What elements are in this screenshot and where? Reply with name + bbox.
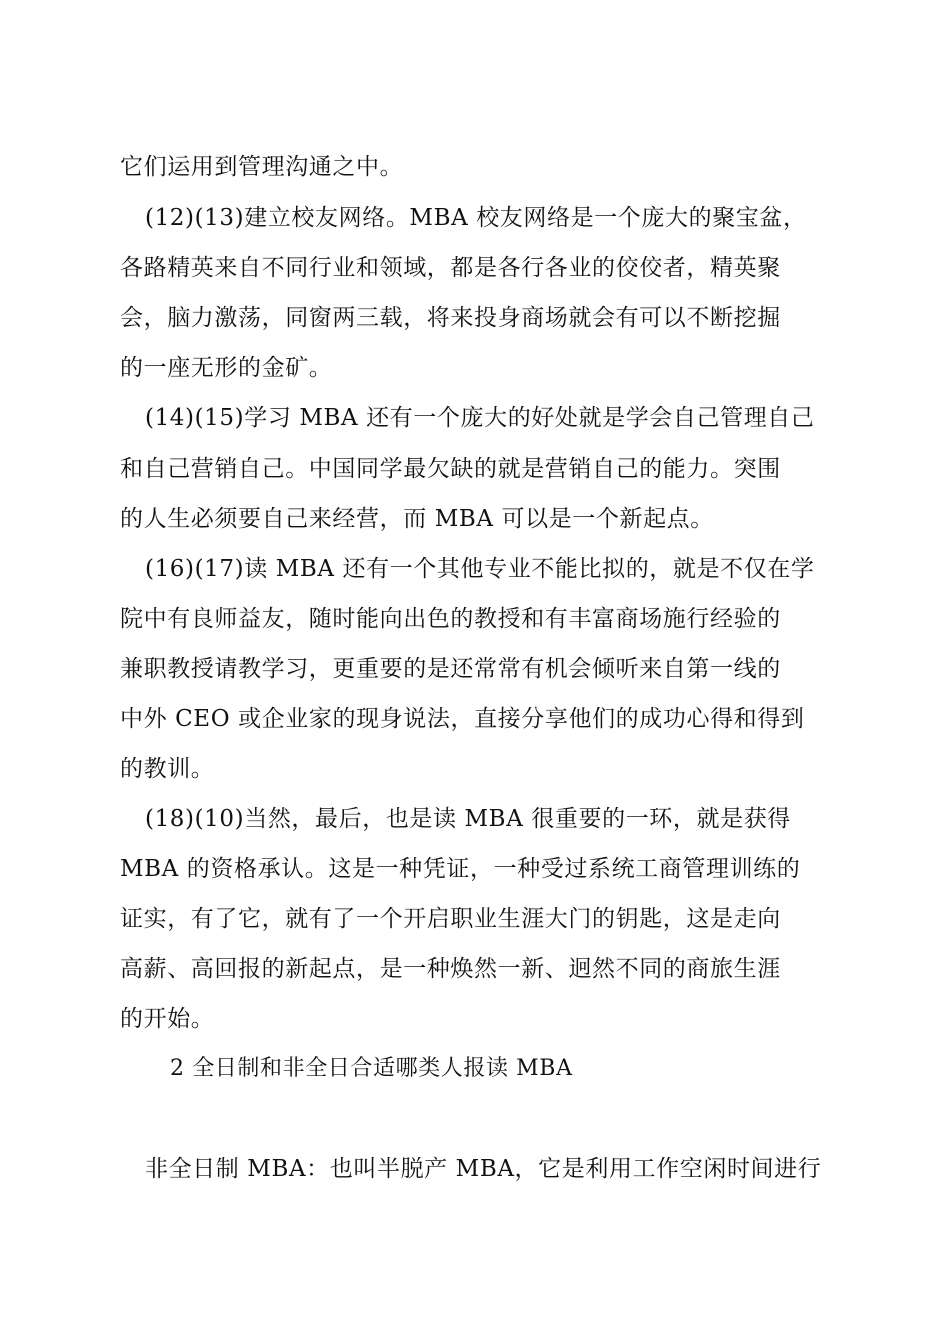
text-line: 非全日制 MBA：也叫半脱产 MBA，它是利用工作空闲时间进行 [145, 1156, 822, 1182]
text-line: 的一座无形的金矿。 [120, 355, 333, 381]
text-line: 它们运用到管理沟通之中。 [120, 154, 404, 180]
text-line: 的开始。 [120, 1006, 215, 1032]
text-line: 和自己营销自己。中国同学最欠缺的就是营销自己的能力。突围 [120, 456, 781, 482]
section-heading: 2 全日制和非全日合适哪类人报读 MBA [170, 1056, 573, 1081]
text-line: 高薪、高回报的新起点，是一种焕然一新、迥然不同的商旅生涯 [120, 956, 781, 982]
text-line: 中外 CEO 或企业家的现身说法，直接分享他们的成功心得和得到 [120, 706, 805, 732]
text-line: (16)(17)读 MBA 还有一个其他专业不能比拟的，就是不仅在学 [145, 556, 815, 582]
text-line: (18)(10)当然，最后，也是读 MBA 很重要的一环，就是获得 [145, 806, 791, 832]
text-line: 证实，有了它，就有了一个开启职业生涯大门的钥匙，这是走向 [120, 906, 781, 932]
text-line: 会，脑力激荡，同窗两三载，将来投身商场就会有可以不断挖掘 [120, 305, 781, 331]
text-line: 各路精英来自不同行业和领域，都是各行各业的佼佼者，精英聚 [120, 255, 781, 281]
text-line: 的教训。 [120, 756, 215, 782]
text-line: (12)(13)建立校友网络。MBA 校友网络是一个庞大的聚宝盆， [145, 205, 807, 231]
text-line: 院中有良师益友，随时能向出色的教授和有丰富商场施行经验的 [120, 606, 781, 632]
text-line: 兼职教授请教学习，更重要的是还常常有机会倾听来自第一线的 [120, 656, 781, 682]
text-line: MBA 的资格承认。这是一种凭证，一种受过系统工商管理训练的 [120, 856, 801, 882]
text-line: 的人生必须要自己来经营，而 MBA 可以是一个新起点。 [120, 506, 714, 532]
text-line: (14)(15)学习 MBA 还有一个庞大的好处就是学会自己管理自己 [145, 405, 815, 431]
